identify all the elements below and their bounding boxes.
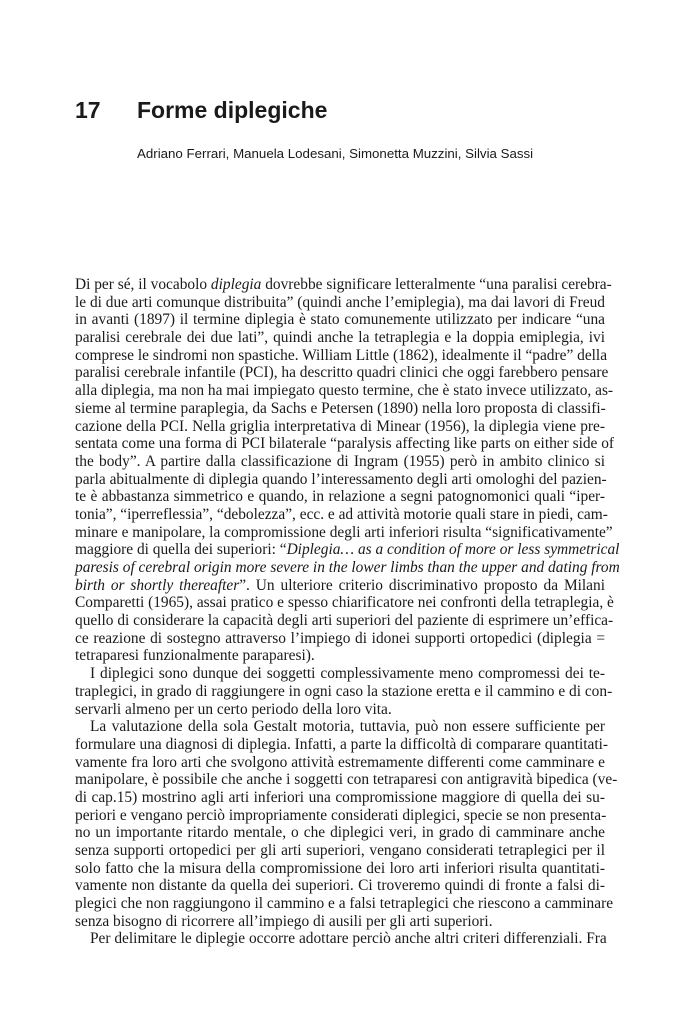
text-line bbox=[75, 789, 605, 807]
text-line bbox=[75, 895, 614, 913]
text-segment: tetraparesi funzionalmente paraparesi). bbox=[75, 647, 315, 665]
text-segment: manipolare, è possibile che anche i soggetti con tetraparesi con antigravità bipedica (ve- bbox=[75, 771, 618, 789]
text-segment: La valutazione della sola Gestalt motoria, tuttavia, può non essere sufficiente per bbox=[90, 718, 605, 736]
text-line bbox=[75, 877, 605, 895]
text-segment: parla abitualmente di diplegia quando l’interessamento degli arti omologhi del pazien- bbox=[75, 470, 607, 488]
text-segment: ”. Un ulteriore criterio discriminativo proposto da Milani bbox=[239, 576, 605, 594]
text-line bbox=[75, 471, 605, 489]
text-segment: sentata come una forma di PCI bilaterale “paralysis affecting like parts on either side of bbox=[75, 435, 615, 453]
text-segment: paralisi cerebrale infantile (PCI), ha descritto quadri clinici che oggi farebbero pensare bbox=[75, 364, 609, 382]
text-line bbox=[75, 665, 605, 683]
text-segment: periori e vengano perciò impropriamente considerati diplegici, specie se non presenta- bbox=[75, 806, 607, 824]
text-segment: servarli almeno per un certo periodo della loro vita. bbox=[75, 700, 392, 718]
text-line bbox=[75, 860, 605, 878]
chapter-number: 17 bbox=[75, 97, 101, 123]
text-line bbox=[75, 346, 608, 365]
text-segment: the body”. A partire dalla classificazione di Ingram (1955) però in ambito clinico si bbox=[75, 452, 605, 470]
italic-text: diplegia bbox=[210, 276, 262, 293]
text-line bbox=[75, 630, 605, 648]
text-segment: paralisi cerebrale dei due lati”, quindi anche la tetraplegia e la doppia emiplegia, ivi bbox=[75, 329, 605, 347]
text-segment: minare e manipolare, la compromissione degli arti inferiori risulta “significativamente” bbox=[75, 523, 613, 541]
text-segment: traplegici, in grado di raggiungere in ogni caso la stazione eretta e il cammino e di con- bbox=[75, 682, 613, 700]
text-line bbox=[75, 754, 605, 772]
text-segment: senza supporti ortopedici per gli arti superiori, vengano considerati tetraplegici per il bbox=[75, 842, 605, 859]
text-segment: comprese le sindromi non spastiche. William Little (1862), idealmente il “padre” della bbox=[75, 346, 608, 364]
italic-text: birth or shortly thereafter bbox=[75, 576, 240, 594]
text-segment: no un importante ritardo mentale, o che diplegici veri, in grado di camminare anche bbox=[75, 824, 605, 842]
text-segment: te è abbastanza simmetrico e quando, in relazione a segni patognomonici quali “iper- bbox=[75, 488, 605, 506]
text-line bbox=[75, 329, 605, 347]
text-line bbox=[75, 418, 605, 436]
text-segment: di cap.15) mostrino agli arti inferiori una compromissione maggiore di quella dei su- bbox=[75, 788, 605, 806]
text-segment: Di per sé, il vocabolo bbox=[75, 276, 211, 293]
text-line bbox=[75, 435, 615, 453]
text-line bbox=[75, 488, 605, 506]
text-line bbox=[75, 559, 620, 577]
text-line bbox=[75, 682, 613, 701]
text-line bbox=[75, 913, 605, 931]
text-line bbox=[75, 718, 605, 736]
text-segment: ce reazione di sostegno attraverso l’impiego di idonei supporti ortopedici (diplegia = bbox=[75, 629, 605, 647]
text-segment: le di due arti comunque distribuita” (quindi anche l’emiplegia), ma dai lavori di Freud bbox=[75, 293, 605, 311]
text-line bbox=[75, 294, 605, 312]
italic-text: paresis of cerebral origin more severe in the lower limbs than the upper and dating from bbox=[75, 559, 620, 576]
text-line bbox=[75, 505, 608, 524]
text-segment: I diplegici sono dunque dei soggetti complessivamente meno compromessi dei te- bbox=[90, 665, 605, 683]
text-segment: alla diplegia, ma non ha mai impiegato questo termine, che è stato invece utilizzato, as- bbox=[75, 382, 614, 400]
text-line bbox=[75, 842, 605, 860]
text-line bbox=[75, 523, 613, 542]
text-line bbox=[75, 541, 620, 559]
text-line bbox=[75, 612, 614, 630]
text-line bbox=[75, 453, 605, 471]
text-line bbox=[75, 701, 605, 719]
text-segment: vamente fra loro arti che svolgono attività estremamente differenti come camminare e bbox=[75, 753, 605, 771]
text-line bbox=[75, 930, 605, 948]
text-segment: quello di considerare la capacità degli arti superiori del paziente di esprimere un’effica- bbox=[75, 612, 614, 630]
chapter-title: Forme diplegiche bbox=[137, 97, 328, 123]
text-segment: senza bisogno di ricorrere all’impiego di ausili per gli arti superiori. bbox=[75, 912, 493, 930]
text-segment: formulare una diagnosi di diplegia. Infatti, a parte la difficoltà di comparare quantitati- bbox=[75, 735, 609, 753]
italic-text: Diplegia… as a condition of more or less symmetrical bbox=[286, 541, 620, 559]
text-segment: Per delimitare le diplegie occorre adottare perciò anche altri criteri differenziali. Fra bbox=[90, 930, 607, 948]
text-line bbox=[75, 276, 612, 294]
text-segment: maggiore di quella dei superiori: “ bbox=[75, 541, 287, 559]
text-segment: vamente non distante da quella dei superiori. Ci troveremo quindi di fronte a falsi di- bbox=[75, 877, 605, 895]
text-segment: in avanti (1897) il termine diplegia è stato comunemente utilizzato per indicare “una bbox=[75, 311, 605, 329]
text-line bbox=[75, 735, 609, 754]
text-segment: sieme al termine paraplegia, da Sachs e Petersen (1890) nella loro proposta di classifi- bbox=[75, 399, 606, 417]
body-text bbox=[75, 276, 620, 948]
text-segment: Comparetti (1965), assai pratico e spesso chiarificatore nei confronti della tetraplegia, è bbox=[75, 594, 614, 612]
text-segment: cazione della PCI. Nella griglia interpretativa di Minear (1956), la diplegia viene pre- bbox=[75, 417, 605, 435]
text-segment: plegici che non raggiungono il cammino e a falsi tetraplegici che riescono a camminare bbox=[75, 895, 614, 913]
text-line bbox=[75, 400, 605, 418]
text-line bbox=[75, 577, 605, 595]
text-segment: tonia”, “iperreflessia”, “debolezza”, ecc. e ad attività motorie quali stare in piedi, cam- bbox=[75, 505, 608, 523]
text-line bbox=[75, 382, 614, 400]
text-line bbox=[75, 364, 609, 382]
text-line bbox=[75, 594, 614, 612]
text-line bbox=[75, 647, 605, 665]
text-line bbox=[75, 311, 605, 329]
text-segment: dovrebbe significare letteralmente “una paralisi cerebra- bbox=[261, 276, 612, 293]
text-line bbox=[75, 824, 605, 842]
text-line bbox=[75, 807, 605, 825]
chapter-authors: Adriano Ferrari, Manuela Lodesani, Simonetta Muzzini, Silvia Sassi bbox=[137, 146, 534, 161]
text-line bbox=[75, 771, 618, 789]
text-segment: solo fatto che la misura della compromissione dei loro arti inferiori risulta quantitati- bbox=[75, 859, 605, 877]
